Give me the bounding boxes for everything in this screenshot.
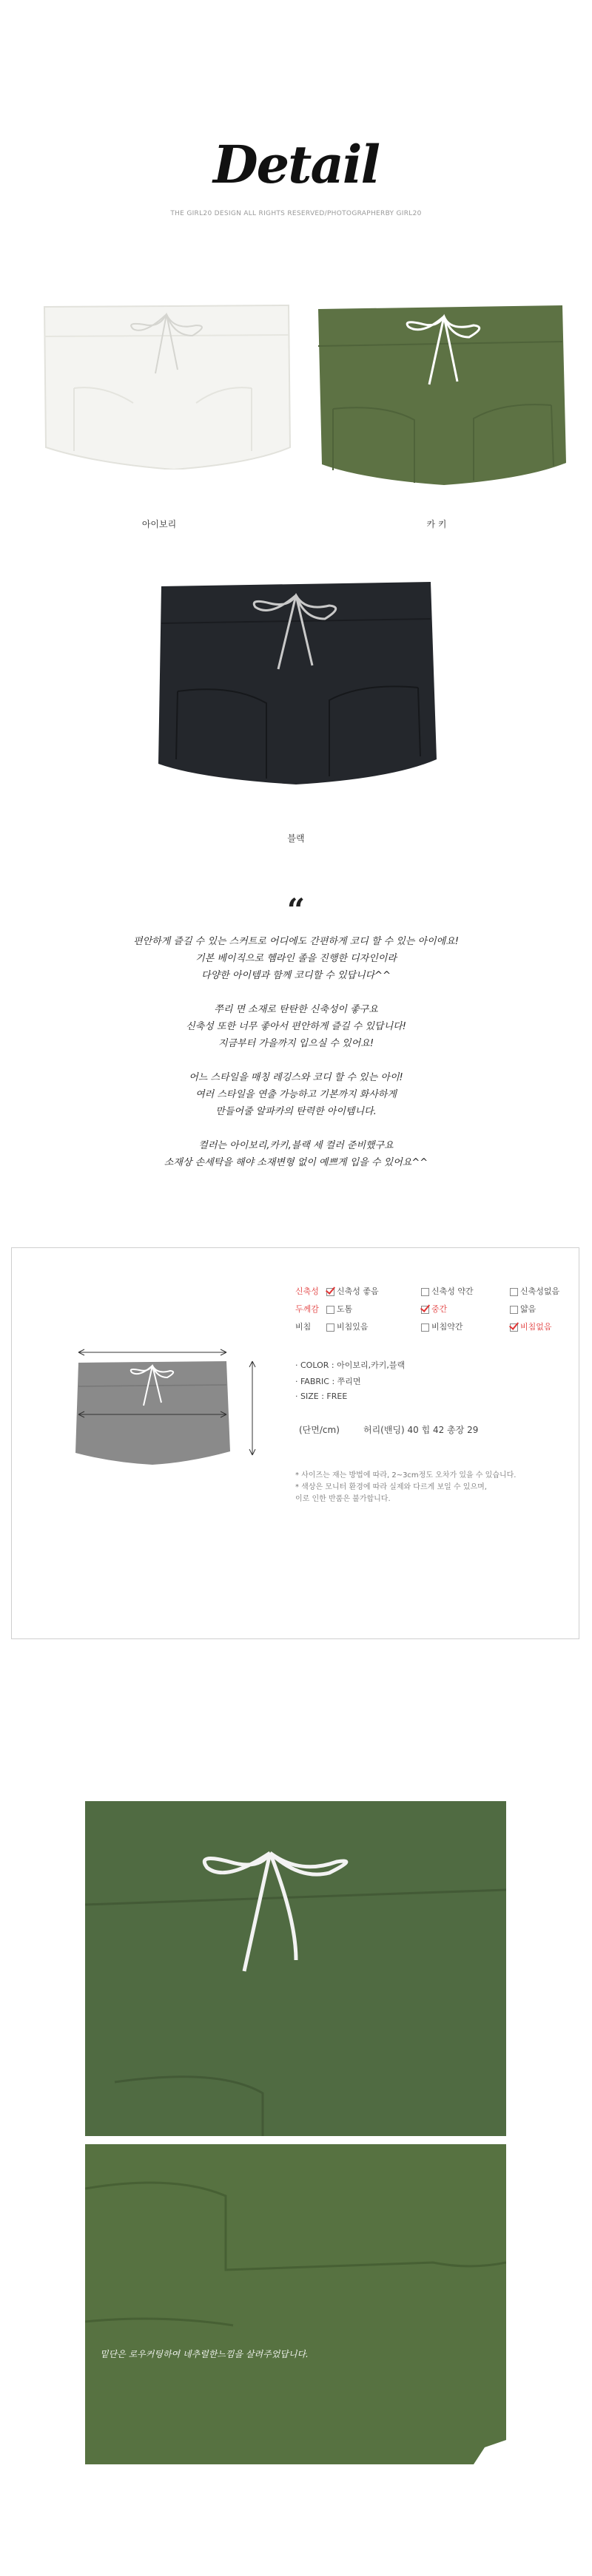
desc-line: 지금부터 가을까지 입으실 수 있어요! xyxy=(218,1038,374,1049)
checkbox-icon xyxy=(421,1288,429,1296)
desc-line: 다양한 아이템과 함께 코디할 수 있답니다^^ xyxy=(201,970,391,981)
desc-line: 만들어줄 알파카의 탄력한 아이템니다. xyxy=(215,1106,377,1117)
desc-line: 편안하게 즐길 수 있는 스커트로 어디에도 간편하게 코디 할 수 있는 아이에요! xyxy=(133,936,459,947)
checkbox-icon xyxy=(510,1288,518,1296)
desc-line xyxy=(0,1052,592,1069)
desc-line: 여러 스타일을 연출 가능하고 기본까지 화사하게 xyxy=(195,1089,397,1100)
option-thickness-medium[interactable]: 중간 xyxy=(421,1303,447,1315)
detail-caption: 밑단은 로우커팅하여 네추럴한느낌을 살려주었답니다. xyxy=(100,2349,309,2359)
checkbox-icon xyxy=(326,1306,334,1314)
note-line: * 색상은 모니터 환경에 따라 실제와 다르게 보일 수 있으며, xyxy=(295,1483,487,1491)
checkbox-icon xyxy=(421,1323,429,1332)
note-line: * 사이즈는 재는 방법에 따라, 2~3cm정도 오차가 있을 수 있습니다. xyxy=(295,1471,517,1479)
desc-line: 기본 베이직으로 헴라인 졸을 진행한 디자인이라 xyxy=(195,953,397,964)
desc-line: 신축성 또한 너무 좋아서 편안하게 즐길 수 있답니다! xyxy=(186,1021,406,1032)
option-sheer-slight[interactable]: 비침약간 xyxy=(421,1321,463,1332)
option-thickness-thin[interactable]: 얇음 xyxy=(510,1303,536,1315)
skirt-black-image xyxy=(148,566,444,787)
caption-ivory: 아이보리 xyxy=(141,519,177,529)
page-title: Detail xyxy=(212,134,380,195)
option-sheer-yes[interactable]: 비침있음 xyxy=(326,1321,369,1332)
spec-size: · SIZE : FREE xyxy=(295,1392,348,1401)
option-stretch-slight[interactable]: 신축성 약간 xyxy=(421,1285,474,1297)
spec-label-sheer: 비침 xyxy=(295,1322,312,1332)
spec-label-thickness: 두께감 xyxy=(295,1304,319,1314)
option-thickness-thick[interactable]: 도톰 xyxy=(326,1303,352,1315)
desc-line: 쭈리 면 소재로 탄탄한 신축성이 좋구요 xyxy=(214,1004,378,1015)
note-line: 이로 인한 반품은 불가합니다. xyxy=(295,1495,391,1503)
detail-photo-hem xyxy=(85,2144,506,2464)
desc-line: 컬러는 아이보리,카키,블랙 세 컬러 준비했구요 xyxy=(198,1140,394,1151)
spec-box xyxy=(11,1247,579,1639)
quote-mark: “ xyxy=(286,892,306,928)
option-stretch-good[interactable]: 신축성 좋음 xyxy=(326,1285,379,1297)
checkbox-icon xyxy=(326,1323,334,1332)
checkbox-icon xyxy=(510,1323,518,1332)
option-stretch-none[interactable]: 신축성없음 xyxy=(510,1285,559,1297)
measure-unit: (단면/cm) xyxy=(299,1425,340,1435)
caption-khaki: 카 키 xyxy=(426,519,447,529)
skirt-khaki-image xyxy=(303,294,577,487)
desc-line: 어느 스타일을 매칭 레깅스와 코디 할 수 있는 아이! xyxy=(189,1072,403,1083)
caption-black: 블랙 xyxy=(287,833,305,844)
spec-color: · COLOR : 아이보리,카키,블랙 xyxy=(295,1360,406,1370)
measure-values: 허리(밴딩) 40 힙 42 총장 29 xyxy=(363,1425,479,1435)
checkbox-icon xyxy=(421,1306,429,1314)
checkbox-icon xyxy=(510,1306,518,1314)
spec-label-stretch: 신축성 xyxy=(295,1287,319,1296)
desc-line: 소재상 손세탁을 해야 소재변형 없이 예쁘게 입을 수 있어요^^ xyxy=(164,1157,428,1168)
copyright-subtitle: THE GIRL20 DESIGN ALL RIGHTS RESERVED/PHOTOGRAPHERBY GIRL20 xyxy=(170,210,422,217)
detail-photo-drawstring xyxy=(85,1801,506,2136)
description-text xyxy=(0,933,592,1171)
desc-line xyxy=(0,984,592,1001)
size-diagram xyxy=(41,1340,278,1469)
spec-fabric: · FABRIC : 쭈리면 xyxy=(295,1377,361,1386)
desc-line xyxy=(0,1120,592,1137)
option-sheer-none[interactable]: 비침없음 xyxy=(510,1321,552,1332)
skirt-ivory-image xyxy=(30,292,303,470)
checkbox-icon xyxy=(326,1288,334,1296)
